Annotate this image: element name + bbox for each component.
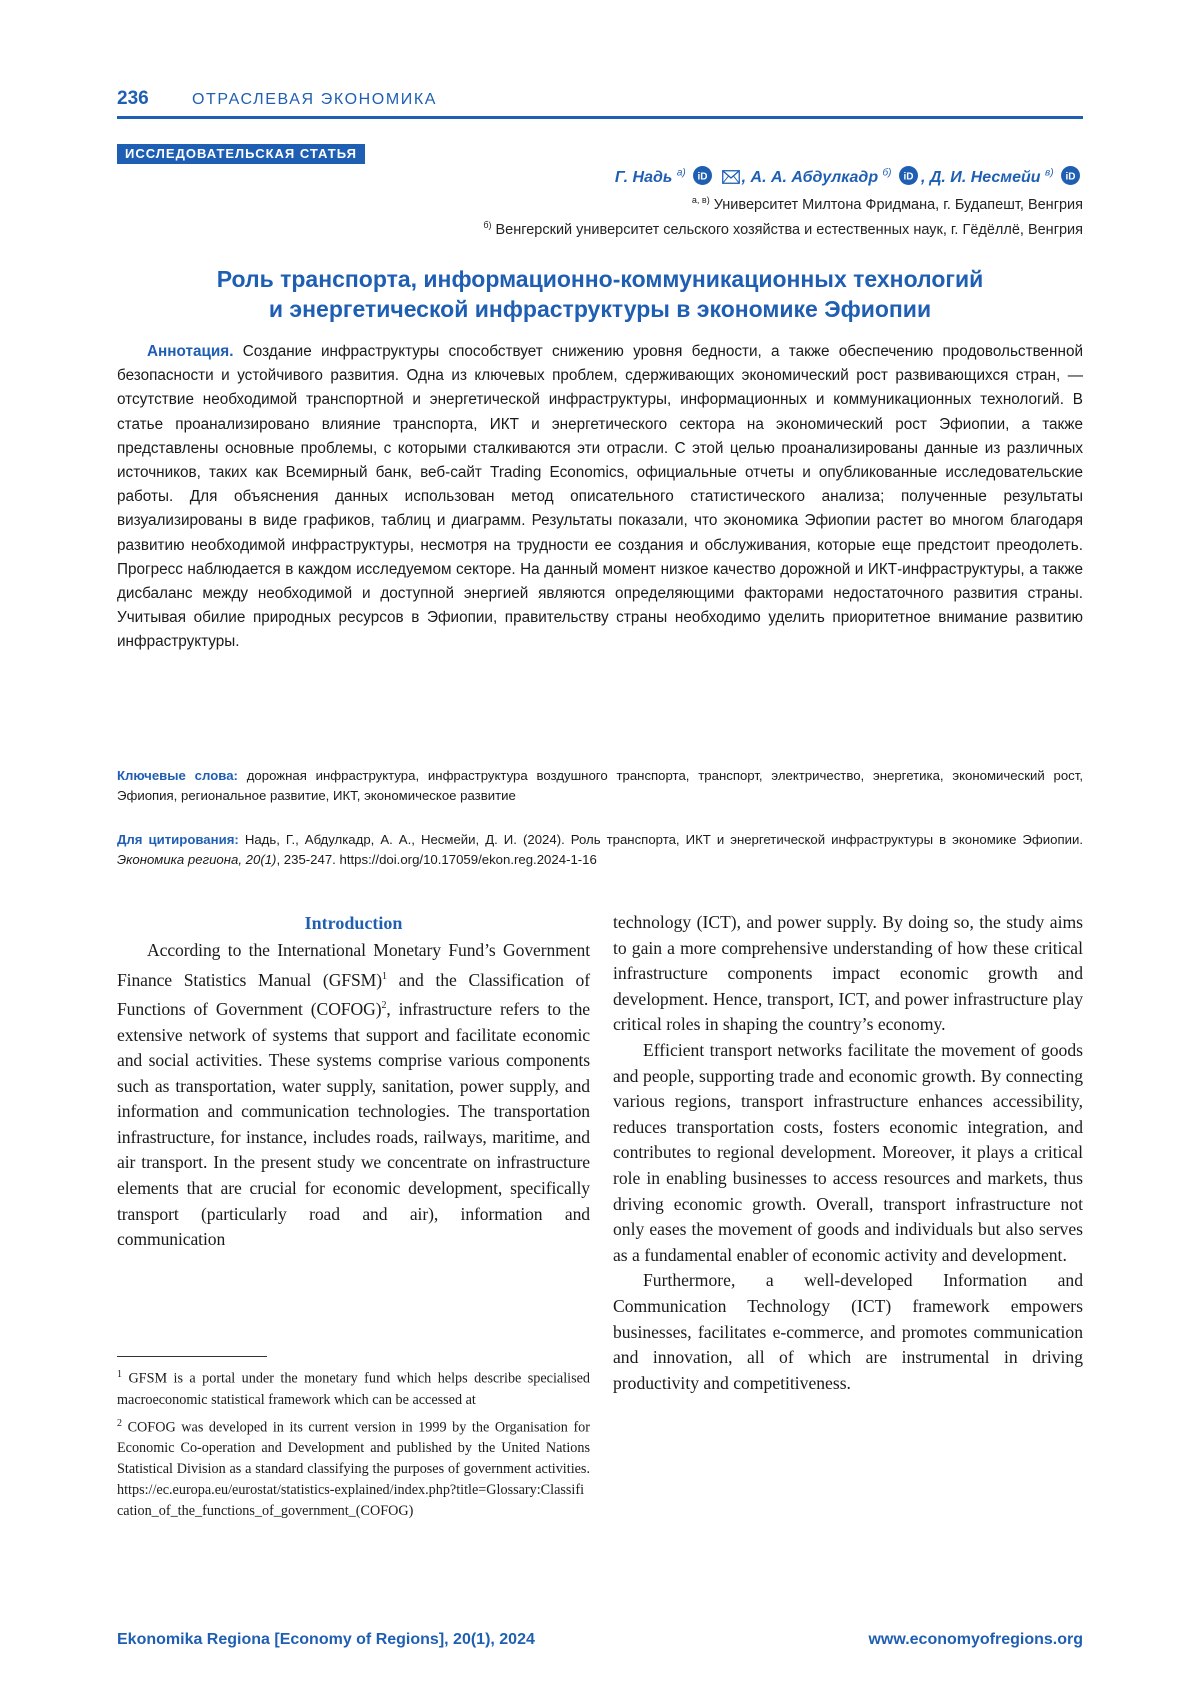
email-icon[interactable] [722,170,740,189]
affiliation-2 [483,220,1083,238]
running-header [117,82,1083,119]
authors-line [615,166,1083,189]
title-line-1: Роль транспорта, информационно-коммуникационных технологий [216,266,984,292]
abstract-label: Аннотация. [147,343,234,360]
keywords-label: Ключевые слова: [117,768,238,783]
footnote-divider [117,1356,267,1357]
page [117,0,1083,1699]
paragraph: Efficient transport networks facilitate the movement of goods and people, supporting trade and economic growth. By connecting various regions, transport infrastructure enhances accessibility, reduces transportation costs, fosters economic integration, and contributes to regional development. Moreover, it plays a critical role in enabling businesses to access resources and markets, thus driving economic growth. Overall, transport infrastructure not only eases the movement of goods and individuals but also serves as a fundamental enabler of economic activity and development. [613,1039,1083,1265]
author-affil-mark: а) [676,167,686,179]
keywords [117,766,1083,806]
author-name: , Д. И. Несмейи [920,169,1041,186]
citation-label: Для цитирования: [117,832,239,847]
orcid-icon[interactable] [693,166,712,185]
right-column [613,910,1083,1396]
footnote-2: $^2$ COFOG was developed in its current version in 1999 by the Organisation for Economic Co-operation and Development and published by the United Nations Statistical Division as a standard classifying the purposes of government activities. https://ec.europa.eu/eurostat/statistics-explained/index.php?title=Glossary:Classification_of_the_functions_of_government_(COFOG) [117,1417,590,1520]
footnote-ref[interactable]: 2 [381,1000,387,1012]
author-affil-mark: в) [1044,167,1054,179]
affiliation-text: Университет Милтона Фридмана, г. Будапешт, Венгрия [713,196,1083,213]
article-type-badge: ИССЛЕДОВАТЕЛЬСКАЯ СТАТЬЯ [117,144,365,164]
citation-doi[interactable]: , 235-247. https://doi.org/10.17059/ekon.reg.2024-1-16 [276,852,597,867]
author-name: Г. Надь [614,169,673,186]
footnote-link[interactable]: https://ec.europa.eu/eurostat/statistics-explained/index.php?title=Glossary:Classification_of_the_functions_of_government_(COFOG) [117,1482,585,1520]
svg-text:iD: iD [903,171,914,183]
footer-journal: Ekonomika Regiona [Economy of Regions], 20(1), 2024 [117,1631,535,1648]
article-title [117,264,1083,324]
paragraph: According to the International Monetary Fund’s Government Finance Statistics Manual (GFSM)$^1$ and the Classification of Functions of Government (COFOG)$^2$, infrastructure refers to the extensive network of systems that support and facilitate economic and social activities. These systems comprise various components such as transportation, water supply, sanitation, power supply, and information and communication technologies. The transportation infrastructure, for instance, includes roads, railways, maritime, and air transport. In the present study we concentrate on infrastructure elements that are crucial for economic development, specifically transport (particularly road and air), information and communication [117,940,591,1250]
citation-text: Надь, Г., Абдулкадр, А. А., Несмейи, Д. И. (2024). Роль транспорта, ИКТ и энергетической инфраструктуры в экономике Эфиопии. [244,832,1083,847]
section-heading: Introduction [304,913,403,933]
citation [117,830,1083,870]
svg-text:iD: iD [697,171,708,183]
author-affil-mark: б) [882,167,892,179]
footnote-ref[interactable]: 1 [381,970,387,982]
author-name: , А. А. Абдулкадр [741,169,879,186]
page-number: 236 [117,88,149,109]
affiliation-1 [692,195,1083,213]
citation-journal: Экономика региона, 20(1) [117,852,277,867]
abstract [117,340,1083,655]
section-title: ОТРАСЛЕВАЯ ЭКОНОМИКА [192,91,438,108]
affiliation-mark: а, в) [691,195,710,205]
title-line-2: и энергетической инфраструктуры в экономике Эфиопии [268,296,932,322]
orcid-icon[interactable] [1061,166,1080,185]
orcid-icon[interactable] [899,166,918,185]
footnote-1: $^1$ GFSM is a portal under the monetary fund which helps describe specialised macroeconomic statistical framework which can be accessed at [117,1369,591,1408]
keywords-text: дорожная инфраструктура, инфраструктура воздушного транспорта, транспорт, электричество, энергетика, экономический рост, Эфиопия, региональное развитие, ИКТ, экономическое развитие [117,768,1083,803]
footer-website-link[interactable]: www.economyofregions.org [868,1631,1083,1648]
paragraph: technology (ICT), and power supply. By doing so, the study aims to gain a more comprehensive understanding of how these critical infrastructure components impact economic growth and development. Hence, transport, ICT, and power infrastructure play critical roles in shaping the country’s economy. [613,912,1083,1035]
svg-text:iD: iD [1065,171,1076,183]
affiliation-mark: б) [483,220,492,230]
abstract-text: Создание инфраструктуры способствует снижению уровня бедности, а также обеспечению продовольственной безопасности и устойчивого развития. Одна из ключевых проблем, сдерживающих экономический рост развивающихся стран, — отсутствие необходимой транспортной и энергетической инфраструктуры, информационных и коммуникационных технологий. В статье проанализировано влияние транспорта, ИКТ и энергетического сектора на экономический рост Эфиопии, а также представлены основные проблемы, с которыми сталкиваются эти отрасли. С этой целью проанализированы данные из различных источников, таких как Всемирный банк, веб-сайт Trading Economics, официальные отчеты и опубликованные исследовательские работы. Для объяснения данных использован метод описательного статистического анализа; полученные результаты визуализированы в виде графиков, таблиц и диаграмм. Результаты показали, что экономика Эфиопии растет во многом благодаря развитию необходимой инфраструктуры, несмотря на трудности ее создания и обслуживания, которые еще предстоит преодолеть. Прогресс наблюдается в каждом исследуемом секторе. На данный момент низкое качество дорожной и ИКТ-инфраструктуры, а также дисбаланс между необходимой и доступной энергией являются определяющими факторами недостаточного развития страны. Учитывая обилие природных ресурсов в Эфиопии, правительству страны необходимо уделить приоритетное внимание развитию инфраструктуры. [117,343,1083,651]
affiliation-text: Венгерский университет сельского хозяйства и естественных наук, г. Гёдёллё, Венгрия [495,221,1083,238]
footnotes [117,1364,590,1524]
paragraph: Furthermore, a well-developed Information and Communication Technology (ICT) framework empowers businesses, facilitates e-commerce, and promotes communication and innovation, all of which are instrumental in driving productivity and competitiveness. [613,1270,1083,1393]
left-column [117,910,590,1253]
